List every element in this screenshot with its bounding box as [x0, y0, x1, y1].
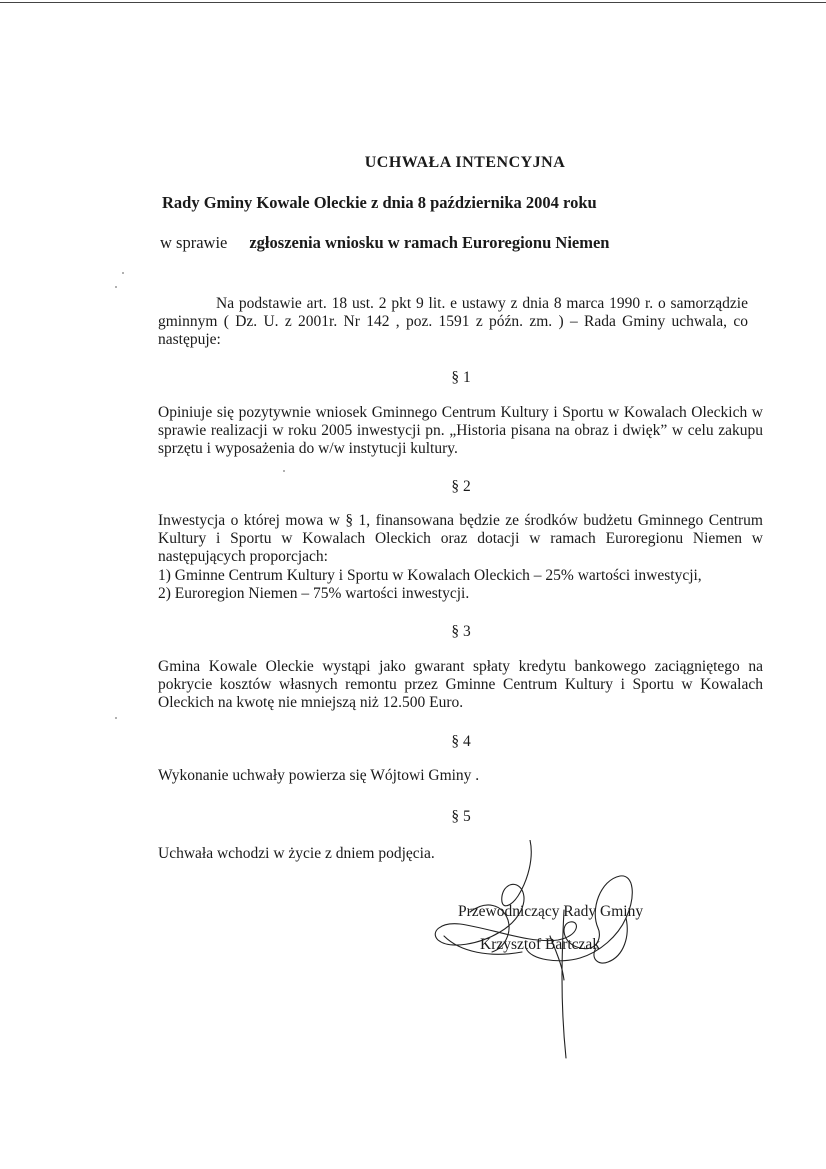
intro-paragraph: Na podstawie art. 18 ust. 2 pkt 9 lit. e ustawy z dnia 8 marca 1990 r. o samorządzie gminnym ( Dz. U. z 2001r. Nr 142 , poz. 1591 z późn. zm. ) – Rada Gminy uchwala, co następuje: — [158, 295, 748, 348]
scan-border-line — [0, 2, 826, 3]
scan-speck — [115, 717, 117, 719]
scan-speck — [122, 272, 124, 274]
section-mark-4: § 4 — [451, 733, 471, 750]
section-mark-5: § 5 — [451, 808, 471, 825]
section-text-3: Gmina Kowale Oleckie wystąpi jako gwarant spłaty kredytu bankowego zaciągniętego na pokrycie kosztów własnych remontu przez Gminne Centrum Kultury i Sportu w Kowalach Oleckich na kwotę nie mniejszą niż 12.500 Euro. — [158, 658, 763, 711]
section-text-1: Opiniuje się pozytywnie wniosek Gminnego Centrum Kultury i Sportu w Kowalach Oleckich w sprawie realizacji w roku 2005 inwestycji pn. „Historia pisana na obraz i dwięk” w celu zakupu sprzętu i wyposażenia do w/w instytucji kultury. — [158, 404, 763, 457]
document-title: UCHWAŁA INTENCYJNA — [364, 154, 566, 171]
handwritten-signature-icon — [430, 840, 690, 1070]
section-text-4: Wykonanie uchwały powierza się Wójtowi Gminy . — [158, 767, 480, 784]
section-text-2: Inwestycja o której mowa w § 1, finansowana będzie ze środków budżetu Gminnego Centrum Kultury i Sportu w Kowalach Oleckich oraz dotacji w ramach Euroregionu Niemen w następujących proporcjach: — [158, 512, 763, 565]
signature-name: Krzysztof Bartczak — [480, 936, 601, 953]
document-subtitle: Rady Gminy Kowale Oleckie z dnia 8 października 2004 roku — [162, 193, 597, 212]
section-mark-3: § 3 — [451, 623, 471, 640]
subject-topic: zgłoszenia wniosku w ramach Euroregionu Niemen — [249, 233, 610, 252]
subject-lead: w sprawie — [160, 233, 228, 252]
section-2-list — [158, 567, 763, 603]
scan-speck — [283, 470, 285, 472]
section-mark-1: § 1 — [451, 369, 471, 386]
list-item: 2) Euroregion Niemen – 75% wartości inwestycji. — [158, 585, 470, 602]
signature-role: Przewodniczący Rady Gminy — [458, 903, 644, 920]
list-item: 1) Gminne Centrum Kultury i Sportu w Kowalach Oleckich – 25% wartości inwestycji, — [158, 567, 702, 584]
document-subject — [160, 233, 609, 253]
section-text-5: Uchwała wchodzi w życie z dniem podjęcia. — [158, 845, 435, 862]
scan-speck — [115, 286, 117, 288]
signature-block — [430, 840, 690, 1070]
section-mark-2: § 2 — [451, 478, 471, 495]
